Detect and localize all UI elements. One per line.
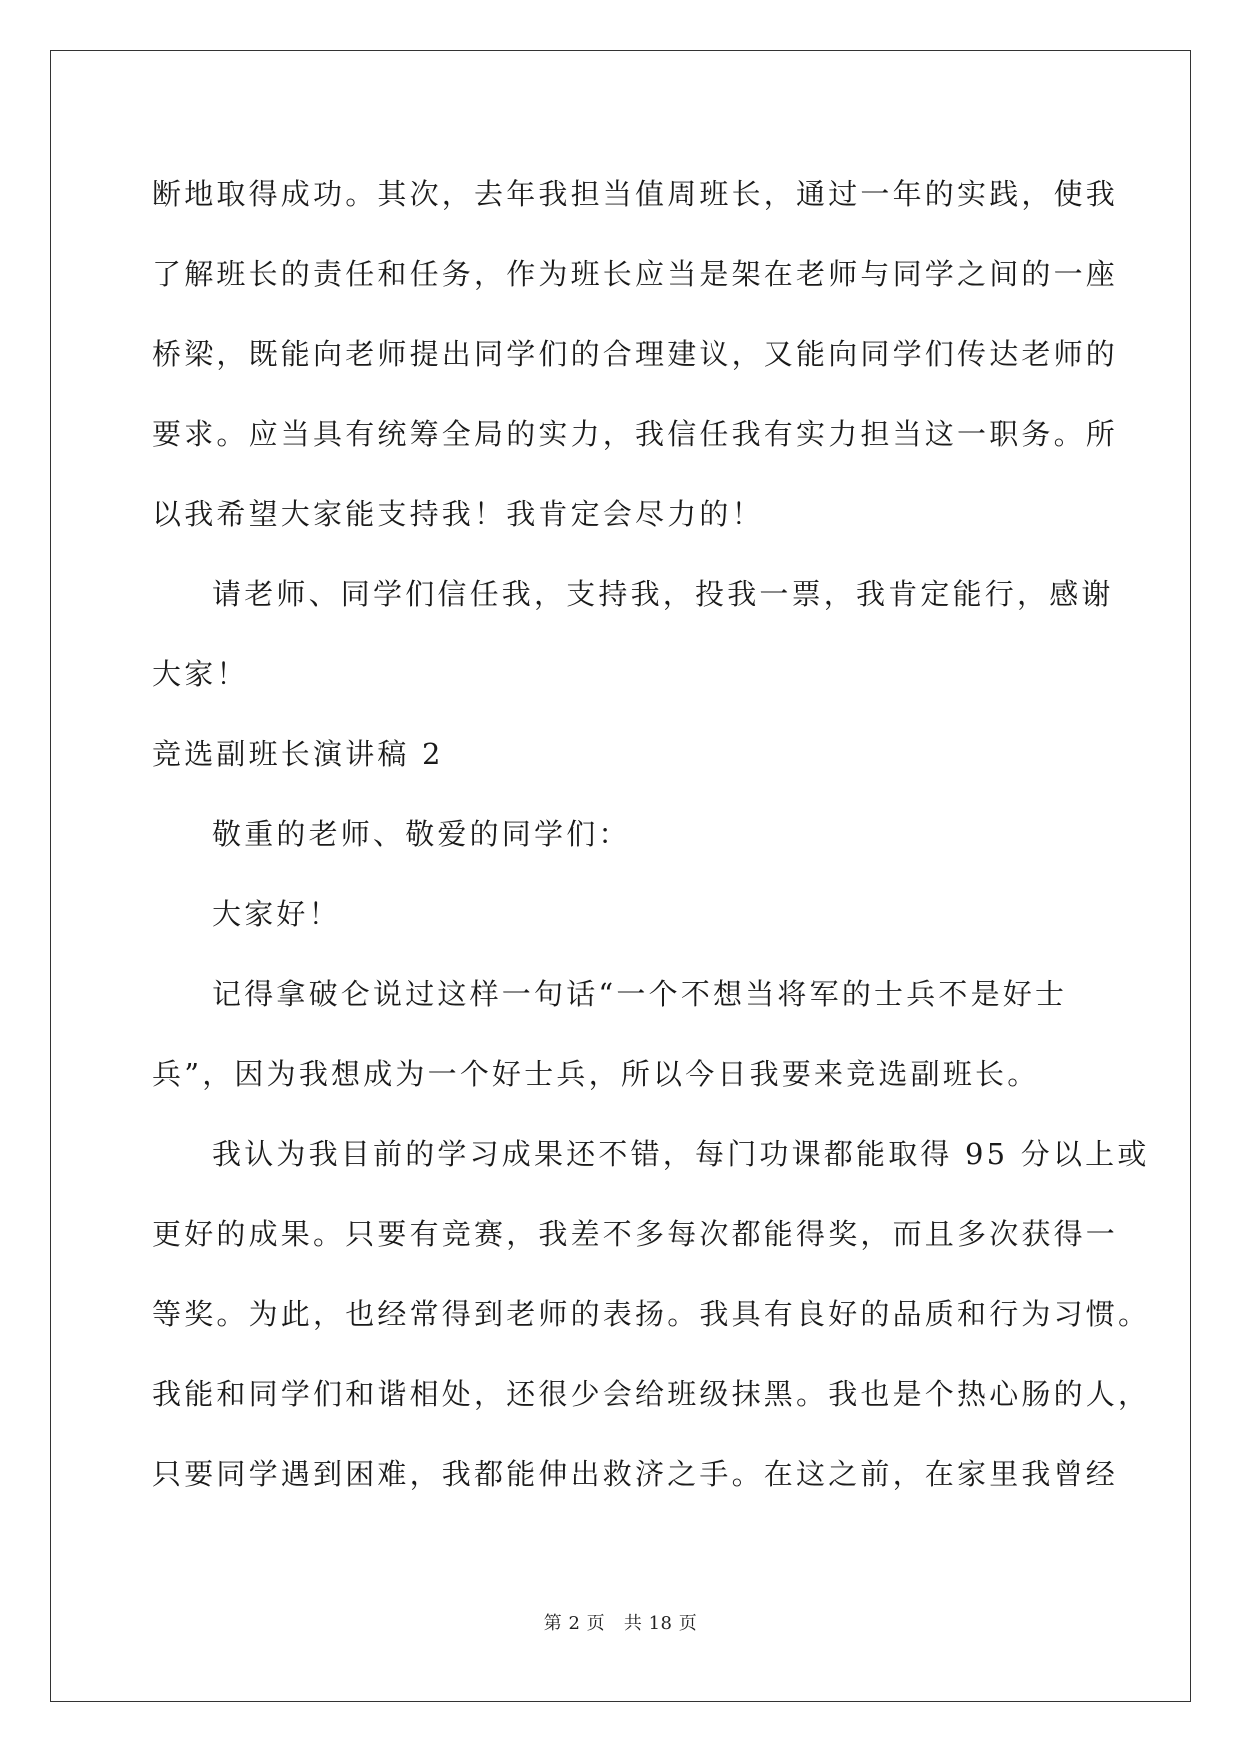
body-line: 了解班长的责任和任务，作为班长应当是架在老师与同学之间的一座 bbox=[152, 257, 1119, 291]
body-line: 等奖。为此，也经常得到老师的表扬。我具有良好的品质和行为习惯。 bbox=[152, 1297, 1151, 1331]
body-line: 兵”，因为我想成为一个好士兵，所以今日我要来竞选副班长。 bbox=[152, 1057, 1040, 1091]
body-line: 断地取得成功。其次，去年我担当值周班长，通过一年的实践，使我 bbox=[152, 177, 1119, 211]
salutation: 敬重的老师、敬爱的同学们： bbox=[212, 817, 631, 851]
section-heading: 竞选副班长演讲稿 2 bbox=[152, 737, 444, 771]
body-line: 只要同学遇到困难，我都能伸出救济之手。在这之前，在家里我曾经 bbox=[152, 1457, 1119, 1491]
body-line: 我能和同学们和谐相处，还很少会给班级抹黑。我也是个热心肠的人， bbox=[152, 1377, 1151, 1411]
body-line: 以我希望大家能支持我！我肯定会尽力的！ bbox=[152, 497, 764, 531]
page-number: 第 2 页 bbox=[543, 1613, 606, 1634]
body-line: 更好的成果。只要有竞赛，我差不多每次都能得奖，而且多次获得一 bbox=[152, 1217, 1119, 1251]
body-line: 要求。应当具有统筹全局的实力，我信任我有实力担当这一职务。所 bbox=[152, 417, 1119, 451]
body-line: 我认为我目前的学习成果还不错，每门功课都能取得 95 分以上或 bbox=[212, 1137, 1150, 1171]
body-line: 大家！ bbox=[152, 657, 249, 691]
body-line: 请老师、同学们信任我，支持我，投我一票，我肯定能行，感谢 bbox=[212, 577, 1114, 611]
page-total: 共 18 页 bbox=[623, 1613, 698, 1634]
greeting: 大家好！ bbox=[212, 897, 341, 931]
body-line: 桥梁，既能向老师提出同学们的合理建议，又能向同学们传达老师的 bbox=[152, 337, 1119, 371]
body-line: 记得拿破仑说过这样一句话“一个不想当将军的士兵不是好士 bbox=[212, 977, 1068, 1011]
page-footer bbox=[0, 1612, 1241, 1636]
